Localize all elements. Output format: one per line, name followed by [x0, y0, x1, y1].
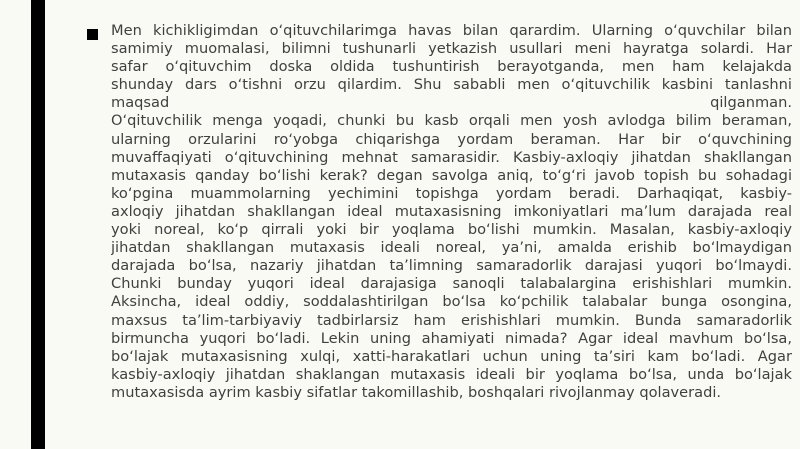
text-line: Chunki bunday yuqori ideal darajasiga sanoqli talabalargina erishishlari mumkin.	[111, 275, 792, 293]
text-line: mutaxasis qanday bo‘lishi kerak? degan savolga aniq, to‘g‘ri javob topish bu sohadagi	[111, 166, 792, 184]
text-line: bo‘lajak mutaxasisning xulqi, xatti-harakatlari uchun uning ta’siri kam bo‘ladi. Agar	[111, 347, 792, 365]
square-bullet-icon	[87, 29, 98, 40]
text-line: ularning orzularini ro‘yobga chiqarishga yordam beraman. Har bir o‘quvchining	[111, 130, 792, 148]
text-line: ko‘pgina muammolarning yechimini topishga yordam beradi. Darhaqiqat, kasbiy-	[111, 184, 792, 202]
text-line: Aksincha, ideal oddiy, soddalashtirilgan bo‘lsa ko‘pchilik talabalar bunga osongina,	[111, 293, 792, 311]
text-line: mutaxasisda ayrim kasbiy sifatlar takomillashib, boshqalari rivojlanmay qolaveradi.	[111, 383, 722, 401]
text-line: muvaffaqiyati o‘qituvchining mehnat samarasidir. Kasbiy-axloqiy jihatdan shakllangan	[111, 148, 792, 166]
text-line: safar o‘qituvchim doska oldida tushuntirish berayotganda, men ham kelajakda	[111, 58, 792, 76]
text-line: samimiy muomalasi, bilimni tushunarli yetkazish usullari meni hayratga solardi. Har	[111, 40, 792, 58]
text-line: birmuncha yuqori bo‘ladi. Lekin uning ahamiyati nimada? Agar ideal mavhum bo‘lsa,	[111, 329, 792, 347]
text-line: maxsus ta’lim-tarbiyaviy tadbirlarsiz ham erishishlari mumkin. Bunda samaradorlik	[111, 311, 792, 329]
text-line: Men kichikligimdan o‘qituvchilarimga havas bilan qarardim. Ularning o‘quvchilar bilan	[111, 22, 792, 39]
text-line: yoki noreal, ko‘p qirrali yoki bir yoqlama bo‘lishi mumkin. Masalan, kasbiy-axloqiy	[111, 221, 792, 239]
text-line: jihatdan shakllangan mutaxasis ideali noreal, ya’ni, amalda erishib bo‘lmaydigan	[111, 239, 792, 257]
text-line: maqsad qilganman.	[111, 94, 792, 112]
body-paragraph	[111, 22, 792, 402]
text-line: O‘qituvchilik menga yoqadi, chunki bu kasb orqali men yosh avlodga bilim beraman,	[111, 112, 792, 130]
text-line: darajada bo‘lsa, nazariy jihatdan ta’limning samaradorlik darajasi yuqori bo‘lmaydi.	[111, 257, 792, 275]
text-line: kasbiy-axloqiy jihatdan shaklangan mutaxasis ideali bir yoqlama bo‘lsa, unda bo‘lajak	[111, 365, 792, 383]
text-line: axloqiy jihatdan shakllangan ideal mutaxasisning imkoniyatlari ma’lum darajada real	[111, 202, 792, 220]
left-accent-bar	[31, 0, 45, 449]
text-line: shunday dars o‘tishni orzu qilardim. Shu sababli men o‘qituvchilik kasbini tanlashni	[111, 76, 792, 94]
